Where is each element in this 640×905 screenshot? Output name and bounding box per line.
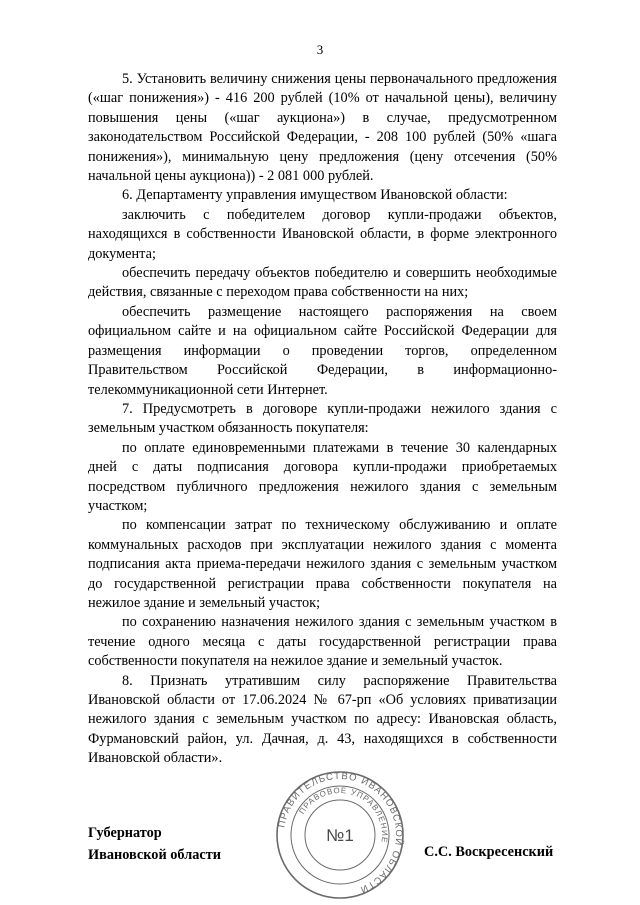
paragraph-7-item-2: по компенсации затрат по техническому обслуживанию и оплате коммунальных расходов при эксплуатации нежилого здания с момента подписания акта приема-передачи нежилого здания с земельным участком до государственной регистрации права собственности покупателя на нежилое здание и земельный участок; xyxy=(88,517,557,611)
signer-name: С.С. Воскресенский xyxy=(424,844,554,860)
official-seal xyxy=(275,770,405,900)
seal-number: №1 xyxy=(326,826,354,845)
paragraph-8: 8. Признать утратившим силу распоряжение Правительства Ивановской области от 17.06.2024 № 67-рп «Об условиях приватизации нежилого здания с земельным участком по адресу: Ивановская область, Фурмановский район, ул. Дачная, д. 43, находящихся в собственности Ивановской области». xyxy=(88,672,557,767)
paragraph-6: 6. Департаменту управления имуществом Ивановской области: xyxy=(122,187,508,204)
paragraph-6-item-2: обеспечить передачу объектов победителю и совершить необходимые действия, связанные с переходом права собственности на них; xyxy=(88,265,557,301)
page-number: 3 xyxy=(316,42,324,57)
paragraph-6-item-1: заключить с победителем договор купли-продажи объектов, находящихся в собственности Ивановской области, в форме электронного документа; xyxy=(88,206,557,262)
paragraph-6-item-3: обеспечить размещение настоящего распоряжения на своем официальном сайте и на официальном сайте Российской Федерации для размещения информации о проведении торгов, определенном Правительством Российской Федерации, в информационно-телекоммуникационной сети Интернет. xyxy=(88,303,557,398)
signature-position xyxy=(88,822,221,866)
paragraph-5: 5. Установить величину снижения цены первоначального предложения («шаг понижения») - 416 200 рублей (10% от начальной цены), величину повышения цены («шаг аукциона») в случае, предусмотренном законодательством Российской Федерации, - 208 100 рублей (50% «шага понижения»), минимальную цену предложения (цену отсечения (50% начальной цены аукциона)) - 2 081 000 рублей. xyxy=(88,71,557,185)
paragraph-7-item-3: по сохранению назначения нежилого здания с земельным участком в течение одного месяца с даты государственной регистрации права собственности покупателя на нежилое здание и земельный участок. xyxy=(88,614,557,670)
signature-region: Ивановской области xyxy=(88,847,221,863)
document-body xyxy=(88,70,557,769)
paragraph-7-item-1: по оплате единовременными платежами в течение 30 календарных дней с даты подписания договора купли-продажи приобретаемых посредством публичного предложения нежилого здания с земельным участком; xyxy=(88,439,557,514)
seal-outer-text: ПРАВИТЕЛЬСТВО ИВАНОВСКОЙ ОБЛАСТИ xyxy=(276,770,405,896)
paragraph-7: 7. Предусмотреть в договоре купли-продажи нежилого здания с земельным участком обязанность покупателя: xyxy=(88,400,557,437)
signature-title: Губернатор xyxy=(88,825,162,841)
seal-inner-text: ПРАВОВОЕ УПРАВЛЕНИЕ xyxy=(297,785,390,844)
